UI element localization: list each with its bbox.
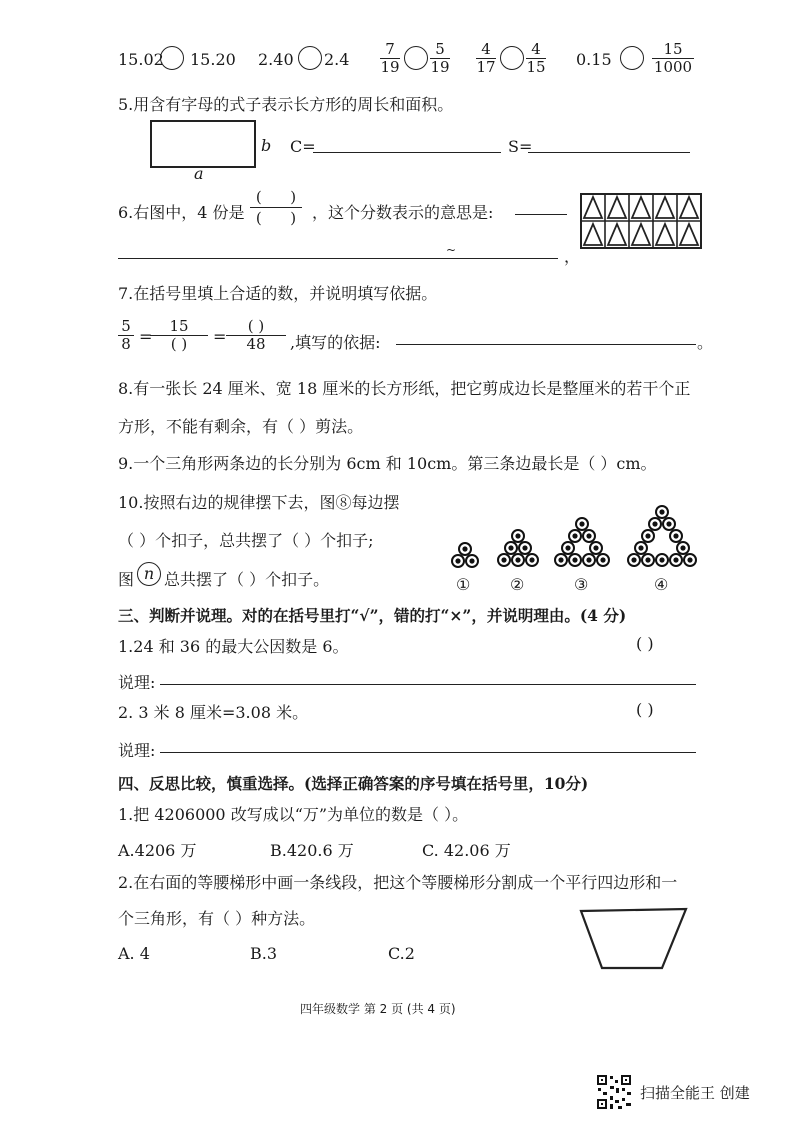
s4-q1-text: 1.把 4206000 改写成以“万”为单位的数是（ ）。 <box>118 805 469 824</box>
q7-equals-2: = <box>213 327 227 346</box>
compare-circle-b <box>298 46 322 70</box>
fraction-4-15: 4 15 <box>526 40 546 76</box>
section3-heading: 三、判断并说理。对的在括号里打“√”，错的打“×”，并说明理由。(4 分) <box>118 606 627 625</box>
q9-text: 9.一个三角形两条边的长分别为 6cm 和 10cm。第三条边最长是（ ）cm。 <box>118 454 657 473</box>
compare-e-left: 0.15 <box>576 50 612 69</box>
rectangle-figure <box>150 120 256 168</box>
s3-q2-text: 2. 3 米 8 厘米=3.08 米。 <box>118 703 309 722</box>
s4-q1-option-c: C. 42.06 万 <box>422 841 511 860</box>
compare-circle-d <box>500 46 524 70</box>
q6-blank-fraction[interactable]: ( ) ( ) <box>246 188 306 227</box>
s4-q1-option-a: A.4206 万 <box>118 841 197 860</box>
q6-end-comma: ， <box>564 247 581 266</box>
trapezoid-figure <box>578 904 690 972</box>
q6-text-a: 6.右图中，4 份是 <box>118 203 245 222</box>
perimeter-label: C= <box>290 137 316 156</box>
page-footer: 四年级数学 第 2 页 (共 4 页) <box>300 1002 456 1016</box>
q10-line2: （ ）个扣子，总共摆了（ ）个扣子; <box>118 531 374 550</box>
compare-b-left: 2.40 <box>258 50 294 69</box>
q6-answer-line-2[interactable] <box>118 258 558 259</box>
s3-q1-paren[interactable]: ( ) <box>636 634 654 653</box>
s4-q2-option-c: C.2 <box>388 944 415 963</box>
figure-label-3: ③ <box>574 575 589 594</box>
q6-answer-line-1[interactable] <box>515 214 567 215</box>
compare-b-right: 2.4 <box>324 50 350 69</box>
fraction-7-19: 7 19 <box>380 40 400 76</box>
q7-basis-label: ,填写的依据: <box>290 333 381 352</box>
compare-circle-c <box>404 46 428 70</box>
q10-line3-b: 总共摆了（ ）个扣子。 <box>164 570 330 589</box>
scanner-watermark: 扫描全能王 创建 <box>640 1084 750 1102</box>
figure-label-1: ① <box>456 575 471 594</box>
compare-circle-a <box>160 46 184 70</box>
s3-q2-explain-line[interactable] <box>160 752 696 753</box>
q7-fraction-5-8: 5 8 <box>118 318 134 353</box>
compare-circle-e <box>620 46 644 70</box>
area-answer-line[interactable] <box>528 152 690 153</box>
q10-line1: 10.按照右边的规律摆下去，图⑧每边摆 <box>118 493 400 512</box>
figure-label-4: ④ <box>654 575 669 594</box>
q10-line3-a: 图 <box>118 570 135 589</box>
figure-label-2: ② <box>510 575 525 594</box>
q8-line1: 8.有一张长 24 厘米、宽 18 厘米的长方形纸，把它剪成边长是整厘米的若干个正 <box>118 379 691 398</box>
side-a-label: a <box>194 164 204 183</box>
triangle-grid-figure <box>580 193 702 249</box>
fraction-15-1000: 15 1000 <box>653 40 693 76</box>
s3-q1-explain-line[interactable] <box>160 684 696 685</box>
compare-a-right: 15.20 <box>190 50 236 69</box>
s4-q2-option-a: A. 4 <box>118 944 150 963</box>
fraction-4-17: 4 17 <box>476 40 496 76</box>
s4-q1-option-b: B.420.6 万 <box>270 841 354 860</box>
s4-q2-line2: 个三角形，有（ ）种方法。 <box>118 909 316 928</box>
qr-code-icon <box>596 1074 632 1110</box>
q7-text: 7.在括号里填上合适的数，并说明填写依据。 <box>118 284 438 303</box>
q7-fraction-15-blank[interactable]: 15 ( ) <box>150 318 208 353</box>
q7-end: 。 <box>697 333 714 352</box>
q6-text-b: ，这个分数表示的意思是: <box>312 203 494 222</box>
perimeter-answer-line[interactable] <box>313 152 501 153</box>
q6-tilde: ~ <box>446 243 457 257</box>
q5-text: 5.用含有字母的式子表示长方形的周长和面积。 <box>118 95 454 114</box>
s3-q1-text: 1.24 和 36 的最大公因数是 6。 <box>118 637 349 656</box>
fraction-5-19: 5 19 <box>430 40 450 76</box>
q7-fraction-blank-48[interactable]: ( ) 48 <box>226 318 286 353</box>
s3-q2-paren[interactable]: ( ) <box>636 700 654 719</box>
s3-q1-explain-label: 说理: <box>118 673 156 692</box>
section4-heading: 四、反思比较，慎重选择。(选择正确答案的序号填在括号里，10分) <box>118 774 589 793</box>
s4-q2-option-b: B.3 <box>250 944 278 963</box>
q7-equals-1: = <box>139 327 153 346</box>
compare-a-left: 15.02 <box>118 50 164 69</box>
q7-basis-line[interactable] <box>396 344 696 345</box>
side-b-label: b <box>261 136 272 155</box>
q8-line2: 方形，不能有剩余，有（ ）剪法。 <box>118 417 364 436</box>
area-label: S= <box>508 137 533 156</box>
s3-q2-explain-label: 说理: <box>118 741 156 760</box>
s4-q2-line1: 2.在右面的等腰梯形中画一条线段，把这个等腰梯形分割成一个平行四边形和一 <box>118 873 678 892</box>
figure-n-circle: n <box>137 562 161 586</box>
